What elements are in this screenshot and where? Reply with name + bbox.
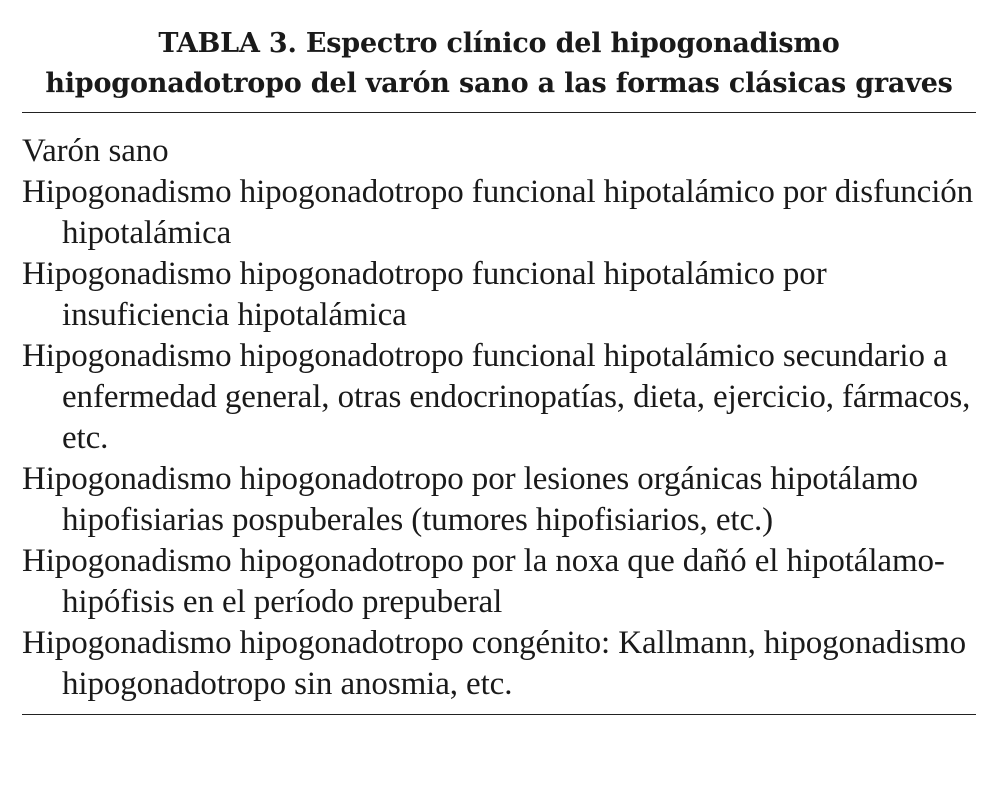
table-title [22,24,976,112]
spectrum-list [22,113,976,714]
list-item-congenito-kallmann: Hipogonadismo hipogonadotropo congénito: Kallmann, hipogonadismo hipogonadotropo sin anosmia, etc. [22,625,967,702]
list-item-secundario-enfermedad-general: Hipogonadismo hipogonadotropo funcional hipotalámico secundario a enfermedad general, otras endocrinopatías, dieta, ejercicio, fármacos, etc. [22,338,971,456]
list-item-disfuncion-hipotalamica: Hipogonadismo hipogonadotropo funcional hipotalámico por disfunción hipotalámica [22,174,974,251]
table-title-line-2: hipogonadotropo del varón sano a las formas clásicas graves [45,68,953,99]
list-item-noxa-prepuberal: Hipogonadismo hipogonadotropo por la noxa que dañó el hipotálamo-hipófisis en el período prepuberal [22,543,945,620]
table-document [22,24,976,715]
list-item-lesiones-organicas: Hipogonadismo hipogonadotropo por lesiones orgánicas hipotálamo hipofisiarias pospuberales (tumores hipofisiarios, etc.) [22,461,918,538]
table-title-line-1: TABLA 3. Espectro clínico del hipogonadismo [158,28,840,59]
list-item-varon-sano: Varón sano [22,133,169,169]
list-item-insuficiencia-hipotalamica: Hipogonadismo hipogonadotropo funcional hipotalámico por insuficiencia hipotalámica [22,256,827,333]
bottom-rule [22,714,976,715]
